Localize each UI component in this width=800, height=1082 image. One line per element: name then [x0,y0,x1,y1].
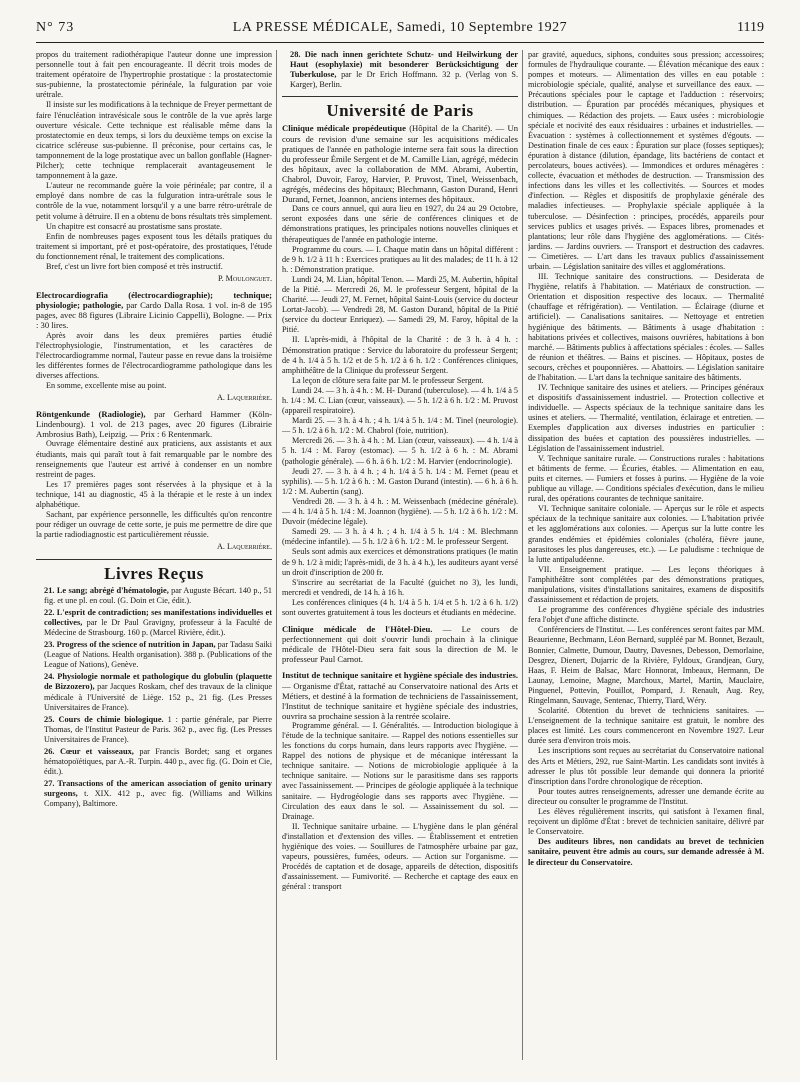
review-title: Electrocardiografia (électrocardiographie); technique; physiologie; pathologie, [36,290,272,311]
issue-number: N° 73 [36,20,75,35]
paragraph: Les conférences cliniques (4 h. 1/4 à 5 h. 1/4 et 5 h. 1/2 à 6 h. 1/2) sont ouvertes gratuitement à tous les docteurs et étudiants en médecine. [282,597,518,617]
paragraph: II. Technique sanitaire urbaine. — L'hygiène dans le plan général d'installation et d'extension des villes. — Établissement et entretien hygiénique des voies. — Souillures de l'atmosphère urbaine par gaz, vapeurs, poussières, fumées, odeurs. — Action sur l'organisme. — Procédés de captation et de dosage, appareils de détection, dispositifs d'assainissement. — Fumivorité. — Recherche et captage des eaux en général : transport [282,821,518,892]
paragraph: Programme du cours. — I. Chaque matin dans un hôpital différent : de 9 h. 1/2 à 11 h : Exercices pratiques au lit des malades; de 11 h. à 12 h. : Démonstration pratique. [282,244,518,274]
paragraph: Après avoir dans les deux premières parties étudié l'électrophysiologie, l'instrumentation, et les caractères de l'électrocardiogramme normal, l'auteur passe en revue dans la troisième les différentes formes de l'électrocardiogramme pathologique dans les diverses affections. [36,330,272,380]
paragraph: Jeudi 27. — 3 h. à 4 h. ; 4 h. 1/4 à 5 h. 1/4 : M. Fernet (peau et syphilis). — 5 h. 1/2 à 6 h. : M. Gaston Durand (intestin). — 6 h. à 6 h. 1/2 : M. Aubertin (sang). [282,466,518,496]
review-reference: par Cardo Dalla Rosa. 1 vol. in-8 de 195 pages, avec 88 figures (Libraire Licinio Cappelli), Bologne. — Prix : 30 lires. [36,300,272,331]
paragraph: Dans ce cours annuel, qui aura lieu en 1927, du 24 au 29 Octobre, seront exposées dans une série de conférences cliniques et de démonstrations pratiques, les principales notions nouvelles cliniques et thérapeutiques de l'année en pathologie interne. [282,204,518,244]
paragraph: Enfin de nombreuses pages exposent tous les détails pratiques du traitement si important, pré et post-opératoire, des prostatiques, l'étude du fonctionnement rénal, le traitement des complications. [36,231,272,261]
paragraph: Vendredi 28. — 3 h. à 4 h. : M. Weissenbach (médecine générale). — 4 h. 1/4 à 5 h. 1/4 : M. Joannon (hygiène). — 5 h. 1/2 à 6 h. 1/2 : M. Duvoir (médecine légale). [282,496,518,527]
column-divider [276,50,277,1060]
review-heading [36,290,272,330]
subsection-heading: Institut de technique sanitaire et hygiène spéciale des industries. — Organisme d'État, rattaché au Conservatoire national des Arts et Métiers, et destiné à la formation de techniciens de l'assainissement, l'Institut de technique sanitaire et hygiène spéciale des industries, ouvrira sa prochaine session à la rentrée scolaire. [282,670,518,721]
page-header [36,20,764,40]
subsection-heading: Clinique médicale de l'Hôtel-Dieu. — Le cours de perfectionnement qui doit s'ouvrir lundi prochain à la clinique médicale de l'Hôtel-Dieu sera fait sous la direction de M. le professeur Paul Carnot. [282,624,518,665]
paragraph: Mercredi 26. — 3 h. à 4 h. : M. Lian (cœur, vaisseaux). — 4 h. 1/4 à 5 h. 1/4 : M. Faroy (estomac). — 5 h. 1/2 à 6 h. : M. Abrami (pathologie générale). — 6 h. à 6 h. 1/2 : M. Harvier (endocrinologie). [282,436,518,466]
list-item: 28. Die nach innen gerichtete Schutz- und Heilwirkung der Haut (esophylaxie) mit besonderer Berücksichtigung der Tuberkulose, par le Dr Erich Hoffmann. 32 p. (Verlag von S. Karger), Berlin. [290,50,518,90]
paragraph: V. Technique sanitaire rurale. — Constructions rurales : habitations et bâtiments de ferme. — Écuries, étables. — Alimentation en eau, puits et citernes. — Fumiers et fosses à purins. — Hygiène de la voie publique au village. — Conditions spéciales d'exécution, dans le milieu rural, des opérations courantes de technique sanitaire. [528,453,764,504]
list-item: 24. Physiologie normale et pathologique du globulin (plaquette de Bizzozero), par Jacques Roskam, chef des travaux de la clinique médicale à l'Université de Liège. 152 p., 21 fig. (Les Presses Universitaires de France). [44,672,272,712]
paragraph: L'auteur ne recommande guère la voie périnéale; par contre, il a employé dans nombre de cas la fulguration intra-urétrale sous le contrôle de la vue, notamment lorsqu'il y a une barre rétro-urétrale de petit volume à détruire. Il en a obtenu de bons résultats très simplement. [36,181,272,221]
paragraph: II. L'après-midi, à l'hôpital de la Charité : de 3 h. à 4 h. : Démonstration pratique : Service du laboratoire du professeur Sergent; de 4 h. 1/4 à 5 h. 1/2 et de 5 h. 1/2 à 6 h. 1/2 : Conférences cliniques, amphithéâtre de la Clinique du professeur Sergent. [282,335,518,375]
signature: A. Laquerrière. [216,542,272,552]
paragraph: S'inscrire au secrétariat de la Faculté (guichet no 3), les lundi, mercredi et vendredi, de 14 h. à 16 h. [282,577,518,597]
paragraph: Lundi 24. — 3 h. à 4 h. : M. H- Durand (tuberculose). — 4 h. 1/4 à 5 h. 1/4 : M. C. Lian (cœur, vaisseaux). — 5 h. 1/2 à 6 h. 1/2 : M. Pruvost (appareil respiratoire). [282,385,518,416]
review-title: Röntgenkunde (Radiologie), [36,409,146,420]
paragraph: Les élèves régulièrement inscrits, qui satisfont à l'examen final, reçoivent un diplôme d'État : brevet de technicien sanitaire, délivré par le Conservatoire. [528,807,764,837]
column-left [36,50,272,1072]
paragraph: Pour toutes autres renseignements, adresser une demande écrite au directeur ou consulter le programme de l'Institut. [528,786,764,806]
section-rule [36,559,272,560]
paragraph: Conférenciers de l'Institut. — Les conférences seront faites par MM. Beaurienne, Bechmann, Léon Bernard, suppléé par M. Bonnet, Bezault, Bonnier, Calmette, Dumour, Dautry, Davesnes, Debesson, Demorlaine, Desgrez, Dienert, Dujarric de la Rivière, Fyldoux, Grandjean, Gury, Haas, F. Heim de Balsac, Marc Honnorat, Imbeaux, Hermann, De Launay, Lemoine, Magne, Marchoux, Martel, Martin, Mauclaire, Pinguenel, Pottevin, Pouillot, Pompard, J. Renault, Aug. Rey, Ringelmann, Sauvage, Sentenac, Thierry, Tiard, Wéry. [528,625,764,705]
paragraph: En somme, excellente mise au point. [46,381,167,390]
paragraph: Programme général. — I. Généralités. — Introduction biologique à l'étude de la technique sanitaire. — Rappel des notions essentielles sur les fonctions du corps humain, dans leurs rapports avec l'hygiène. — Rappel des notions de physique et de mécanique intéressant la technique sanitaire. — Notions de microbiologie appliquée à la technique sanitaire. — Notions sur le parasitisme dans ses rapports avec l'assainissement. — Principes de géologie appliquée à la technique sanitaire. — Hydrogéologie dans ses rapports avec l'hygiène. — Circulation des eaux dans le sol. — Assainissement du sol. — Drainage. [282,720,518,821]
paragraph: Les inscriptions sont reçues au secrétariat du Conservatoire national des Arts et Métiers, 292, rue Saint-Martin. Les candidats sont invités à adresser le plus tôt possible leur demande qui donnera la priorité d'inscription dans l'ordre chronologique de réception. [528,746,764,786]
section-heading-livres-recus: Livres Reçus [104,563,204,583]
paragraph: Il insiste sur les modifications à la technique de Freyer permettant de faire l'énucléation intravésicale sous le contrôle de la vue après large ouverture vésicale. Cette technique est réalisable même dans la prostatectomie en deux temps, si lors du deuxième temps on excise la cicatrice scléreuse sus-pubienne. Il préconise, pour certains cas, le tamponnement de la loge prostatique avec un ballon gonflable (Hagner-Pilcher); cette technique remplacerait avantageusement le tamponnement à la gaze. [36,100,272,181]
paragraph: VII. Enseignement pratique. — Les leçons théoriques à l'amphithéâtre sont complétées par des démonstrations pratiques, manipulations, visites d'installations sanitaires, examens de dispositifs d'assainissement et rédaction de projets. [528,564,764,605]
section-rule [282,96,518,97]
paragraph: La leçon de clôture sera faite par M. le professeur Sergent. [292,375,484,385]
review-reference: par Gerhard Hammer (Köln-Lindenbourg). 1 vol. de 213 pages, avec 20 figures (Librairie Ambrosius Bath), Leipzig. — Prix : 6 Rentenmark. [36,409,272,440]
paragraph: VI. Technique sanitaire coloniale. — Aperçus sur le rôle et aspects spéciaux de la technique sanitaire aux colonies. — L'habitation privée et les agglomérations aux colonies. — Aperçus sur la lutte contre les grandes endémies et épidémies coloniales (choléra, fièvre jaune, parasitoses les plus dangereuses, etc.). — Le paludisme : technique de la lutte antipaludéenne. [528,504,764,564]
column-right [528,50,764,1072]
column-divider [522,50,523,1060]
column-middle [282,50,518,1072]
paragraph: Mardi 25. — 3 h. à 4 h. ; 4 h. 1/4 à 5 h. 1/4 : M. Tinel (neurologie). — 5 h. 1/2 à 6 h. 1/2 : M. Chabrol (foie, nutrition). [282,416,518,436]
paragraph: Un chapitre est consacré au prostatisme sans prostate. [46,221,222,231]
review-heading [36,409,272,439]
paragraph: Ouvrage élémentaire destiné aux praticiens, aux assistants et aux étudiants, mais qui paraît tout à fait remarquable par le nombre des renseignements que l'auteur est arrivé à condenser en un nombre restreint de pages. [36,439,272,479]
list-item: 25. Cours de chimie biologique. 1 : partie générale, par Pierre Thomas, de l'Institut Pasteur de Paris. 362 p., avec fig. (Les Presses Universitaires de France). [44,714,272,744]
paragraph: Les 17 premières pages sont réservées à la physique et à la technique, 141 au diagnostic, 45 à la thérapie et le reste à un index alphabétique. [36,479,272,510]
paragraph: Des auditeurs libres, non candidats au brevet de technicien sanitaire, peuvent être admis au cours, sur demande adressée à M. le directeur du Conservatoire. [528,837,764,867]
paragraph: par gravité, aqueducs, siphons, conduites sous pression; accessoires; formules de l'hydraulique courante. — Élévation mécanique des eaux : pompes et moteurs. — Alimentation des villes en eau potable : microbiologie spéciale, qualité, analyse et surveillance des eaux. — Précautions spéciales pour le captage et l'adduction : réservoirs; distribution. — Épuration par procédés mécaniques, physiques et chimiques. — Rédaction des projets. — Eaux usées : microbiologie spéciale et nocivité des eaux résiduaires : urbaines et industrielles. — Évacuation : systèmes à collectionnement et systèmes d'égouts. — Destination finale de ces eaux : Épuration sur place (fosses septiques); épuration à distance (dilution, épandage, lits bactériens de contact et percolateurs, boues activées). — Immondices et ordures ménagères : collecte, évacuation et méthodes de destruction. — Transmission des infections dans les villes et les collectivités. — Sources et modes d'infection. — Règles et dispositifs de prophylaxie générale des maladies infectieuses. — Prophylaxie spéciale appliquée à la tuberculose. — Désinfection : principes, procédés, appareils pour services publics et usages privés. — Espaces libres, promenades et plantations; leur rôle dans l'hygiène des agglomérations. — Cités-jardins. — Jardins ouvriers. — Transport et destruction des cadavres. — Cimetières. — L'art dans les travaux publics d'assainissement urbain. — Législation sanitaire des villes et agglomérations. [528,50,764,271]
list-item: 23. Progress of the science of nutrition in Japan, par Tadasu Saiki (League of Nations. Health organisation). 388 p. (Publications of the League of Nations), Genève. [44,640,272,670]
header-rule [36,42,764,43]
list-item: 27. Transactions of the american association of genito urinary surgeons, t. XIX. 412 p., avec fig. (Williams and Wilkins Company), Baltimore. [44,779,272,809]
signature: A. Laquerrière. [216,393,272,403]
paragraph: propos du traitement radiothérapique l'auteur donne une impression personnelle tout à fait pen encourageante. Il décrit trois modes de traitement opératoire de l'hypertrophie prostatique : la prostatectomie sus-pubienne, la prostatectomie périnéale, la fulguration par voie urétrale. [36,50,272,100]
journal-title: LA PRESSE MÉDICALE, Samedi, 10 Septembre 1927 [232,20,568,35]
list-item: 21. Le sang; abrégé d'hématologie, par Auguste Bécart. 140 p., 51 fig. et une pl. en coul. (G. Doin et Cie, édit.). [44,585,272,605]
signature: P. Moulonguet. [217,274,272,284]
page-number: 1119 [737,20,764,35]
list-item: 22. L'esprit de contradiction; ses manifestations individuelles et collectives, par le Dr Paul Gravigny, professeur à la Faculté de Médecine de Strasbourg. 160 p. (Marcel Rivière, édit.). [44,607,272,637]
list-item: 26. Cœur et vaisseaux, par Francis Bordet; sang et organes hématopoïétiques, par A.-R. Turpin. 440 p., avec fig. (G. Doin et Cie, édit.). [44,747,272,777]
paragraph: IV. Technique sanitaire des usines et ateliers. — Principes généraux et dispositifs d'assainissement industriel. — Protection collective et individuelle. — Aspects spéciaux de la technique sanitaire dans les usines et ateliers. — Thermalité, ventilation, éclairage et entretien. — Exemples d'application aux diverses industries en particulier : dissipation des buées et captation des poussières industrielles. — Législation de l'assainissement industriel. [528,383,764,453]
paragraph: Le programme des conférences d'hygiène spéciale des industries fera l'objet d'une affiche distincte. [528,605,764,625]
paragraph: III. Technique sanitaire des constructions. — Desiderata de l'hygiène, relatifs à l'habitation. — Matériaux de construction. — Orientation et disposition respective des locaux. — Thermalité (chauffage et réfrigération). — Ventilation. — Éclairage (diurne et artificiel). — Canalisations sanitaires. — Nettoyage et entretien hygiénique des bâtiments. — Bâtiments à usage d'habitation : habitations privées et collectives, maisons ouvrières, habitations à bon marché. — Bâtiments publics à affectations spéciales : écoles. — Salles de réunion et théâtres. — Bains et piscines. — Hôpitaux, postes de secours, crèches et pouponnières. — Abattoirs. — Législation sanitaire de l'habitation. — L'art dans la technique sanitaire des bâtiments. [528,272,764,382]
paragraph: Lundi 24, M. Lian, hôpital Tenon. — Mardi 25, M. Aubertin, hôpital de la Pitié. — Mercredi 26, M. le professeur Sergent, hôpital de la Charité. — Jeudi 27, M. Fernet, hôpital Saint-Louis (service du docteur Lortat-Jacob). — Vendredi 28, M. Gaston Durand, hôpital de la Pitié (service du docteur Enriquez). — Samedi 29, M. Faroy, hôpital de la Pitié. [282,274,518,335]
paragraph: Seuls sont admis aux exercices et démonstrations pratiques (le matin de 9 h. 1/2 à midi; l'après-midi, de 3 h. à 4 h.), les auditeurs ayant versé un droit d'inscription de 200 fr. [282,547,518,577]
paragraph: Scolarité. Obtention du brevet de techniciens sanitaires. — L'enseignement de la technique sanitaire est gratuit, le nombre des places est limité. Les cours commenceront en Novembre 1927. Leur durée sera d'environ trois mois. [528,706,764,746]
paragraph: Sachant, par expérience personnelle, les difficultés qu'on rencontre pour rédiger un ouvrage de cette sorte, je puis me permettre de dire que la partie radiodiagnostic est particulièrement réussie. [36,510,272,540]
subsection-heading: Clinique médicale propédeutique (Hôpital de la Charité). — Un cours de revision d'une semaine sur les acquisitions médicales pratiques de l'année en pathologie interne sera fait sous la direction du professeur Émile Sergent et de M. Camille Lian, agrégé, médecin des hôpitaux, avec la collaboration de MM. Abrami, Aubertin, Chabrol, Duvoir, Faroy, Harvier, P. Pruvost, Tinel, Weissenbach, agrégés, médecins des hôpitaux; Blechmann, Gaston Durand, Henri Durand, Fernet, Joannon, anciens internes des hôpitaux. [282,123,518,205]
paragraph: Samedi 29. — 3 h. à 4 h. ; 4 h. 1/4 à 5 h. 1/4 : M. Blechmann (médecine infantile). — 5 h. 1/2 à 6 h. 1/2 : M. le professeur Sergent. [282,527,518,547]
paragraph: Bref, c'est un livre fort bien composé et très instructif. [46,261,223,271]
section-heading-universite: Université de Paris [326,101,474,121]
